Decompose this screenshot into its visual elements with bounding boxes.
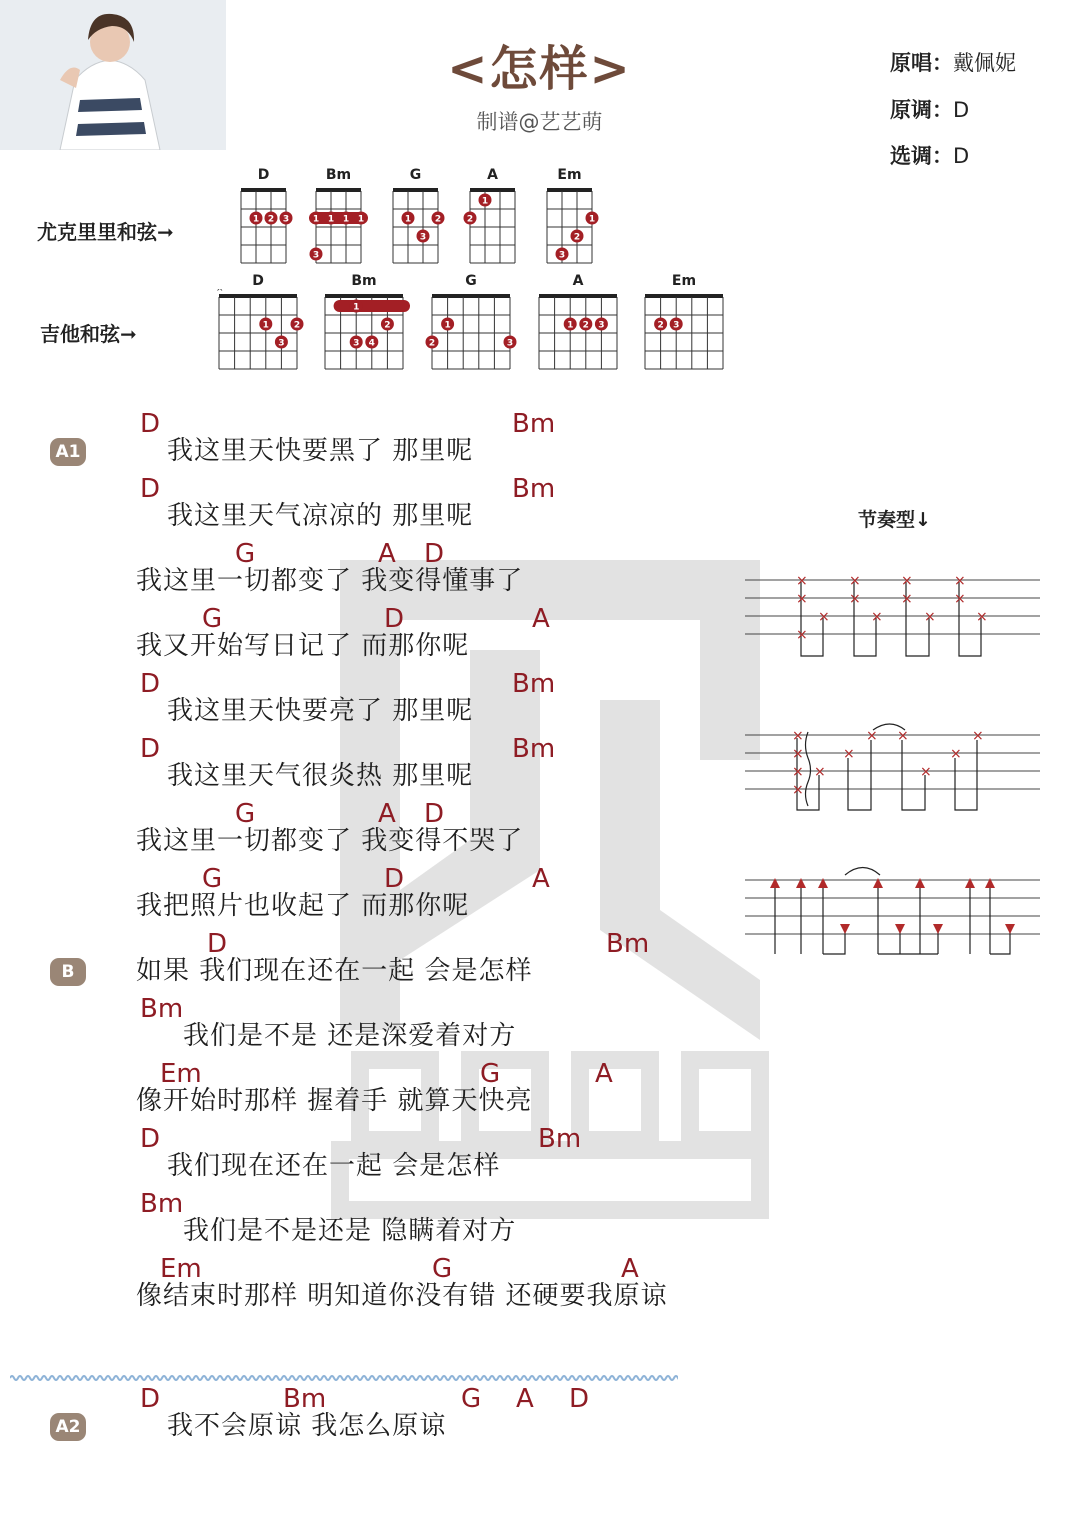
finger-number: 2	[657, 320, 664, 331]
svg-text:×: ×	[792, 764, 804, 780]
finger-dot	[310, 248, 323, 261]
arranger-credit: 制谱@艺艺萌	[476, 110, 603, 134]
lyric-text: 我把照片也收起了 而那你呢	[136, 891, 470, 921]
ukulele-chord-bm	[306, 167, 371, 273]
lyric-text: 像结束时那样 明知道你没有错 还硬要我原谅	[136, 1281, 668, 1311]
chord-name: Em	[557, 167, 582, 183]
chord-name: D	[252, 273, 264, 289]
chord-name: G	[409, 167, 422, 183]
finger-number: 2	[582, 320, 589, 331]
finger-number: 1	[312, 214, 320, 225]
chord-symbol: D	[140, 409, 161, 439]
chosen-key-label: 选调：	[890, 144, 953, 168]
chord-symbol: Bm	[512, 734, 556, 764]
finger-dot	[479, 194, 492, 207]
finger-number: 2	[434, 214, 442, 225]
finger-number: 1	[262, 320, 269, 331]
svg-text:×: ×	[796, 573, 808, 589]
lyric-text: 我这里天气很炎热 那里呢	[167, 761, 474, 791]
chord-symbol: D	[140, 474, 161, 504]
chord-symbol: Bm	[512, 669, 556, 699]
section-badge: A1	[50, 438, 86, 466]
finger-dot	[310, 212, 323, 225]
svg-text:×: ×	[924, 609, 936, 625]
finger-dot	[579, 318, 592, 331]
chord-grid	[383, 183, 448, 269]
chosen-key-value: D	[953, 144, 970, 168]
chord-symbol: D	[384, 864, 405, 894]
finger-number: 2	[293, 320, 301, 331]
finger-number: 1	[353, 302, 360, 313]
finger-dot	[586, 212, 599, 225]
finger-dot	[265, 212, 278, 225]
chosen-key-info	[890, 140, 969, 170]
chord-name: Bm	[351, 273, 377, 289]
finger-dot	[441, 318, 454, 331]
finger-number: 3	[282, 214, 290, 225]
finger-dot	[564, 318, 577, 331]
svg-text:×: ×	[871, 609, 883, 625]
lyric-text: 如果 我们现在还在一起 会是怎样	[136, 956, 533, 986]
singer-info	[890, 47, 1016, 77]
finger-dot	[280, 212, 293, 225]
lyric-text: 我又开始写日记了 而那你呢	[136, 631, 470, 661]
finger-dot	[654, 318, 667, 331]
finger-number: 1	[481, 196, 489, 207]
finger-dot	[426, 336, 439, 349]
chord-symbol: G	[235, 799, 256, 829]
guitar-chord-g	[422, 273, 520, 379]
svg-text:×: ×	[901, 573, 913, 589]
chord-symbol: Bm	[512, 409, 556, 439]
finger-number: 2	[384, 320, 391, 331]
chord-symbol: D	[207, 929, 228, 959]
svg-text:×: ×	[792, 746, 804, 762]
svg-text:×: ×	[954, 573, 966, 589]
finger-number: 1	[327, 214, 335, 225]
finger-number: 1	[444, 320, 451, 331]
svg-text:×: ×	[901, 591, 913, 607]
finger-dot	[402, 212, 415, 225]
finger-dot	[340, 212, 353, 225]
finger-number: 2	[573, 232, 581, 243]
chord-grid	[315, 289, 413, 375]
finger-dot	[275, 336, 288, 349]
rhythm-pattern-notation	[745, 570, 1045, 960]
chord-name: Bm	[325, 167, 352, 183]
original-key-info	[890, 94, 969, 124]
svg-text:×: ×	[849, 573, 861, 589]
chord-symbol: A	[378, 799, 396, 829]
finger-number: 1	[252, 214, 260, 225]
chord-name: A	[487, 167, 498, 183]
ukulele-chord-g	[383, 167, 448, 273]
original-key-label: 原调：	[890, 98, 953, 122]
chord-name: Em	[671, 273, 697, 289]
chord-symbol: G	[202, 864, 223, 894]
chord-symbol: G	[235, 539, 256, 569]
finger-number: 2	[428, 338, 436, 349]
svg-text:×: ×	[976, 609, 988, 625]
finger-number: 1	[404, 214, 412, 225]
lyric-text: 我们现在还在一起 会是怎样	[167, 1151, 501, 1181]
chord-symbol: Bm	[512, 474, 556, 504]
svg-text:×: ×	[792, 728, 804, 744]
ukulele-chord-em	[537, 167, 602, 273]
finger-number: 3	[598, 320, 605, 331]
guitar-chords-label: 吉他和弦➞	[40, 322, 137, 346]
section-badge: A2	[50, 1413, 86, 1441]
original-key-value: D	[953, 98, 970, 122]
finger-dot	[417, 230, 430, 243]
guitar-chord-d	[209, 273, 307, 379]
chord-symbol: D	[424, 799, 445, 829]
finger-dot	[365, 336, 378, 349]
chord-grid	[231, 183, 296, 269]
lyric-text: 我们是不是还是 隐瞒着对方	[183, 1216, 517, 1246]
ukulele-chord-d	[231, 167, 296, 273]
chord-grid	[537, 183, 602, 269]
chord-symbol: G	[432, 1254, 453, 1284]
chord-symbol: D	[424, 539, 445, 569]
finger-number: 3	[278, 338, 285, 349]
finger-number: 3	[673, 320, 680, 331]
finger-dot	[355, 212, 368, 225]
finger-dot	[291, 318, 304, 331]
chord-name: A	[572, 273, 584, 289]
finger-number: 2	[466, 214, 474, 225]
guitar-chord-a	[529, 273, 627, 379]
lyric-text: 我们是不是 还是深爱着对方	[183, 1021, 517, 1051]
singer-value: 戴佩妮	[953, 51, 1016, 75]
finger-number: 1	[342, 214, 350, 225]
chord-symbol: Bm	[140, 994, 184, 1024]
finger-dot	[464, 212, 477, 225]
finger-dot	[595, 318, 608, 331]
guitar-chord-bm	[315, 273, 413, 379]
svg-text:×: ×	[792, 782, 804, 798]
finger-dot	[350, 300, 363, 313]
svg-text:×: ×	[950, 746, 962, 762]
chord-symbol: A	[532, 604, 550, 634]
chord-symbol: D	[569, 1384, 590, 1414]
chord-symbol: Bm	[538, 1124, 582, 1154]
svg-text:×: ×	[920, 764, 932, 780]
ukulele-chords-label: 尤克里里和弦➞	[37, 220, 174, 244]
lyric-text: 我这里一切都变了 我变得懂事了	[136, 566, 524, 596]
finger-number: 1	[588, 214, 596, 225]
chord-symbol: G	[202, 604, 223, 634]
guitar-chord-em	[635, 273, 733, 379]
finger-dot	[432, 212, 445, 225]
rhythm-pattern-text: 节奏型	[858, 509, 916, 531]
svg-text:×: ×	[849, 591, 861, 607]
chord-symbol: A	[378, 539, 396, 569]
chord-symbol: A	[516, 1384, 534, 1414]
chord-grid	[422, 289, 520, 375]
lyric-text: 我不会原谅 我怎么原谅	[167, 1411, 447, 1441]
chord-symbol: A	[621, 1254, 639, 1284]
chord-symbol: D	[140, 669, 161, 699]
finger-number: 3	[353, 338, 360, 349]
chord-symbol: D	[140, 1384, 161, 1414]
chord-grid	[460, 183, 525, 269]
lyric-text: 我这里一切都变了 我变得不哭了	[136, 826, 524, 856]
chord-symbol: Bm	[283, 1384, 327, 1414]
lyric-text: 我这里天快要黑了 那里呢	[167, 436, 474, 466]
finger-dot	[350, 336, 363, 349]
finger-number: 3	[419, 232, 427, 243]
finger-number: 2	[267, 214, 275, 225]
finger-dot	[670, 318, 683, 331]
finger-dot	[325, 212, 338, 225]
svg-text:×: ×	[216, 289, 224, 294]
finger-dot	[381, 318, 394, 331]
svg-text:×: ×	[843, 746, 855, 762]
finger-dot	[571, 230, 584, 243]
svg-text:×: ×	[796, 627, 808, 643]
finger-dot	[250, 212, 263, 225]
svg-text:×: ×	[796, 591, 808, 607]
svg-text:×: ×	[818, 609, 830, 625]
finger-dot	[504, 336, 517, 349]
finger-dot	[259, 318, 272, 331]
svg-text:×: ×	[866, 728, 878, 744]
lyric-text: 我这里天气凉凉的 那里呢	[167, 501, 474, 531]
chord-symbol: A	[532, 864, 550, 894]
chord-symbol: G	[480, 1059, 501, 1089]
finger-number: 1	[357, 214, 365, 225]
finger-number: 3	[506, 338, 514, 349]
svg-text:×: ×	[814, 764, 826, 780]
chord-grid	[209, 289, 307, 375]
finger-number: 3	[558, 250, 566, 261]
svg-text:×: ×	[972, 728, 984, 744]
chord-symbol: A	[595, 1059, 613, 1089]
chord-symbol: Bm	[140, 1189, 184, 1219]
chord-name: G	[465, 273, 477, 289]
chord-symbol: D	[140, 734, 161, 764]
chord-symbol: Bm	[606, 929, 650, 959]
svg-text:×: ×	[954, 591, 966, 607]
chord-name: D	[257, 167, 270, 183]
finger-number: 4	[368, 338, 375, 349]
lyric-text: 我这里天快要亮了 那里呢	[167, 696, 474, 726]
lyric-text: 像开始时那样 握着手 就算天快亮	[136, 1086, 533, 1116]
section-badge: B	[50, 958, 86, 986]
rhythm-pattern-label	[858, 505, 931, 532]
chord-symbol: Em	[160, 1254, 202, 1284]
finger-dot	[556, 248, 569, 261]
finger-number: 3	[312, 250, 320, 261]
finger-number: 1	[567, 320, 574, 331]
chord-grid	[529, 289, 627, 375]
svg-text:×: ×	[897, 728, 909, 744]
chord-grid	[635, 289, 733, 375]
arrow-down-icon: ↓	[915, 509, 931, 531]
chord-symbol: D	[384, 604, 405, 634]
ukulele-chord-a	[460, 167, 525, 273]
chord-symbol: D	[140, 1124, 161, 1154]
chord-symbol: G	[461, 1384, 482, 1414]
wavy-divider	[10, 1372, 678, 1384]
chord-grid	[306, 183, 371, 269]
singer-label: 原唱：	[890, 51, 953, 75]
chord-symbol: Em	[160, 1059, 202, 1089]
song-title: <怎样>	[447, 41, 632, 97]
